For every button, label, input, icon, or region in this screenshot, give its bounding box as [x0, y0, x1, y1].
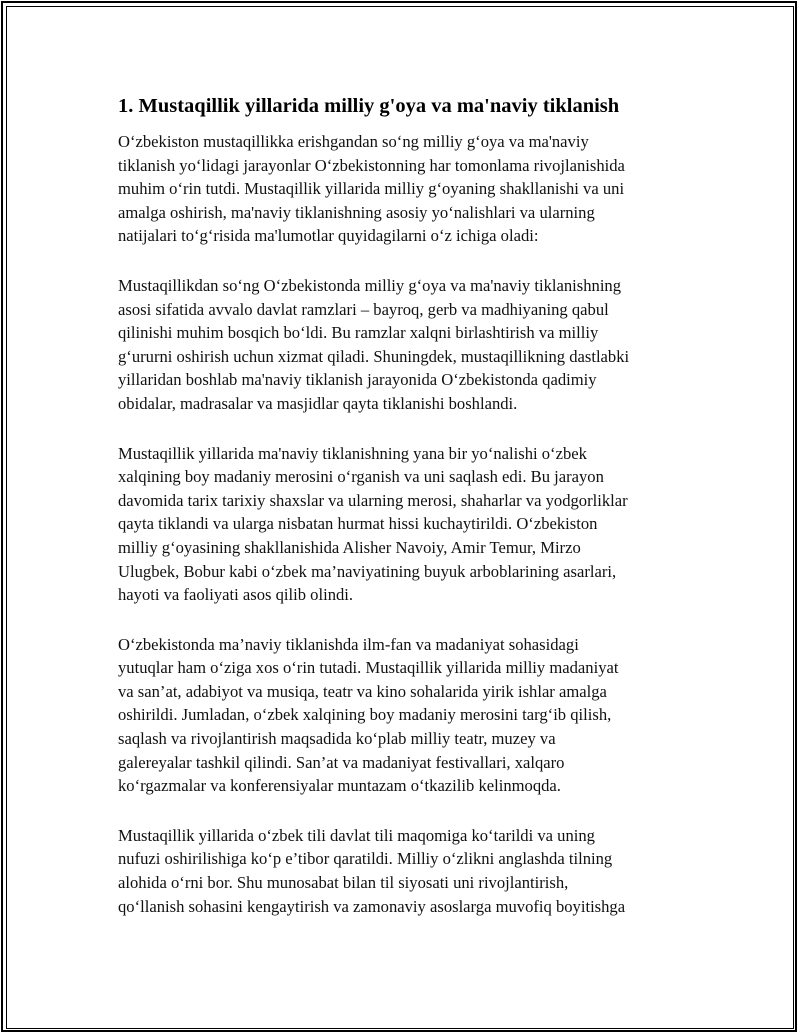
paragraph-line: yillaridan boshlab ma'naviy tiklanish jarayonida O‘zbekistonda qadimiy: [118, 370, 597, 390]
paragraph-line: hayoti va faoliyati asos qilib olindi.: [118, 585, 354, 605]
paragraph-line: O‘zbekiston mustaqillikka erishgandan so‘ng milliy g‘oya va ma'naviy: [118, 132, 589, 151]
paragraph-line: amalga oshirish, ma'naviy tiklanishning asosiy yo‘nalishlari va ularning: [118, 202, 595, 222]
paragraph-line: milliy g‘oyasining shakllanishida Alisher Navoiy, Amir Temur, Mirzo: [118, 537, 581, 557]
paragraph-1: [118, 130, 688, 248]
paragraph-line: qo‘llanish sohasini kengaytirish va zamonaviy asoslarga muvofiq boyitishga: [118, 896, 626, 916]
paragraph-line: saqlash va rivojlantirish maqsadida ko‘plab milliy teatr, muzey va: [118, 729, 556, 749]
paragraph-line: Mustaqillik yillarida o‘zbek tili davlat tili maqomiga ko‘tarildi va uning: [118, 825, 595, 845]
paragraph-line: muhim o‘rin tutdi. Mustaqillik yillarida milliy g‘oyaning shakllanishi va uni: [118, 179, 625, 199]
paragraph-line: xalqining boy madaniy merosini o‘rganish va uni saqlash edi. Bu jarayon: [118, 467, 604, 487]
paragraph-2: [118, 274, 688, 416]
paragraph-line: natijalari to‘g‘risida ma'lumotlar quyidagilarni o‘z ichiga oladi:: [118, 226, 539, 246]
paragraph-5: [118, 824, 688, 918]
paragraph-line: g‘ururni oshirish uchun xizmat qiladi. Shuningdek, mustaqillikning dastlabki: [118, 346, 630, 366]
paragraph-line: ko‘rgazmalar va konferensiyalar muntazam o‘tkazilib kelinmoqda.: [118, 776, 561, 796]
document-body: [118, 92, 688, 944]
paragraph-line: asosi sifatida avvalo davlat ramzlari – bayroq, gerb va madhiyaning qabul: [118, 299, 609, 319]
paragraph-line: galereyalar tashkil qilindi. San’at va madaniyat festivallari, xalqaro: [118, 752, 565, 772]
paragraph-line: oshirildi. Jumladan, o‘zbek xalqining boy madaniy merosini targ‘ib qilish,: [118, 705, 612, 725]
section-heading: 1. Mustaqillik yillarida milliy g'oya va ma'naviy tiklanish: [118, 95, 620, 117]
paragraph-line: Mustaqillikdan so‘ng O‘zbekistonda milliy g‘oya va ma'naviy tiklanishning: [118, 275, 622, 295]
paragraph-line: va san’at, adabiyot va musiqa, teatr va kino sohalarida yirik ishlar amalga: [118, 681, 607, 701]
paragraph-line: alohida o‘rni bor. Shu munosabat bilan til siyosati uni rivojlantirish,: [118, 873, 569, 893]
paragraph-line: O‘zbekistonda ma’naviy tiklanishda ilm-fan va madaniyat sohasidagi: [118, 634, 579, 654]
paragraph-line: qilinishi muhim bosqich bo‘ldi. Bu ramzlar xalqni birlashtirish va milliy: [118, 323, 599, 343]
paragraph-4: [118, 633, 688, 798]
paragraph-line: Ulugbek, Bobur kabi o‘zbek ma’naviyatining buyuk arboblarining asarlari,: [118, 561, 617, 581]
paragraph-line: yutuqlar ham o‘ziga xos o‘rin tutadi. Mustaqillik yillarida milliy madaniyat: [118, 658, 619, 678]
paragraph-line: qayta tiklandi va ularga nisbatan hurmat hissi kuchaytirildi. O‘zbekiston: [118, 514, 598, 534]
paragraph-3: [118, 442, 688, 607]
paragraph-line: nufuzi oshirilishiga ko‘p e’tibor qaratildi. Milliy o‘zlikni anglashda tilning: [118, 849, 613, 869]
paragraph-line: Mustaqillik yillarida ma'naviy tiklanishning yana bir yo‘nalishi o‘zbek: [118, 443, 587, 463]
paragraph-line: tiklanish yo‘lidagi jarayonlar O‘zbekistonning har tomonlama rivojlanishida: [118, 155, 625, 175]
paragraph-line: davomida tarix tarixiy shaxslar va ularning merosi, shaharlar va yodgorliklar: [118, 490, 628, 510]
paragraph-line: obidalar, madrasalar va masjidlar qayta tiklanishi boshlandi.: [118, 393, 518, 413]
